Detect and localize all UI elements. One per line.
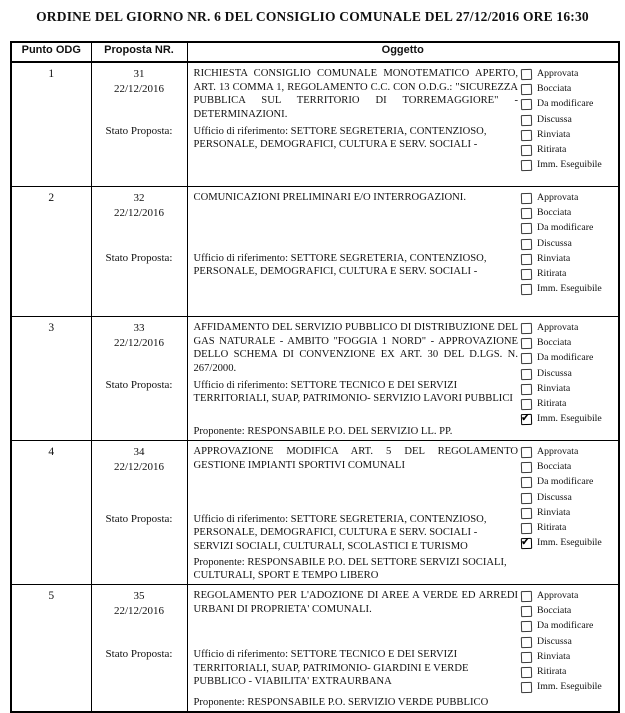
status-option bbox=[521, 238, 615, 250]
proposta-cell bbox=[91, 585, 187, 713]
status-option bbox=[521, 207, 615, 219]
checkbox-icon[interactable] bbox=[521, 160, 532, 171]
status-option bbox=[521, 129, 615, 141]
status-option-label: Discussa bbox=[537, 367, 572, 379]
checkmark-icon: ✔ bbox=[520, 411, 531, 425]
status-option-label: Imm. Eseguibile bbox=[537, 537, 602, 549]
status-option bbox=[521, 492, 615, 504]
proposta-number: 34 bbox=[133, 446, 145, 458]
page-title: ORDINE DEL GIORNO NR. 6 DEL CONSIGLIO COMUNALE DEL 27/12/2016 ORE 16:30 bbox=[36, 9, 589, 24]
status-option-label: Discussa bbox=[537, 635, 572, 647]
status-option-label: Rinviata bbox=[537, 252, 571, 264]
checkbox-icon[interactable] bbox=[521, 284, 532, 295]
col-header-proposta-nr: Proposta NR. bbox=[91, 42, 187, 62]
status-option-label: Da modificare bbox=[537, 476, 594, 488]
ufficio-riferimento-text: Ufficio di riferimento: SETTORE SEGRETERIA, CONTENZIOSO, PERSONALE, DEMOGRAFICI, CULTURA E SERV. SOCIALI - SERVIZI SOCIALI, CULTURALI, SCOLASTICI E TURISMO bbox=[193, 513, 487, 552]
checkbox-icon[interactable] bbox=[521, 606, 532, 617]
status-option-label: Rinviata bbox=[537, 128, 571, 140]
table-row bbox=[11, 317, 619, 441]
ufficio-riferimento-text: Ufficio di riferimento: SETTORE TECNICO E DEI SERVIZI TERRITORIALI, SUAP, PATRIMONIO- GIARDINI E VERDE PUBBLICO - VIABILITA' EXTRAURBANA bbox=[193, 649, 469, 688]
status-option bbox=[521, 681, 615, 693]
punto-odg-cell: 4 bbox=[11, 441, 91, 585]
status-option-label: Bocciata bbox=[537, 461, 572, 473]
status-option bbox=[521, 398, 615, 410]
status-option bbox=[521, 352, 615, 364]
punto-odg-cell: 1 bbox=[11, 62, 91, 187]
status-option bbox=[521, 620, 615, 632]
status-option-label: Rinviata bbox=[537, 650, 571, 662]
checkbox-icon[interactable] bbox=[521, 477, 532, 488]
status-option-label: Ritirata bbox=[537, 267, 567, 279]
status-option bbox=[521, 368, 615, 380]
status-option bbox=[521, 192, 615, 204]
status-option bbox=[521, 636, 615, 648]
proposta-cell bbox=[91, 317, 187, 441]
status-option bbox=[521, 83, 615, 95]
ufficio-riferimento-text: Ufficio di riferimento: SETTORE SEGRETERIA, CONTENZIOSO, PERSONALE, DEMOGRAFICI, CULTURA E SERV. SOCIALI - bbox=[193, 252, 487, 278]
status-option bbox=[521, 605, 615, 617]
proposta-number: 35 bbox=[133, 590, 145, 602]
punto-odg-cell: 3 bbox=[11, 317, 91, 441]
status-option bbox=[521, 222, 615, 234]
status-option bbox=[521, 383, 615, 395]
status-option bbox=[521, 666, 615, 678]
table-row bbox=[11, 187, 619, 317]
checkbox-icon[interactable] bbox=[521, 99, 532, 110]
status-option bbox=[521, 268, 615, 280]
checkbox-icon[interactable] bbox=[521, 508, 532, 519]
status-option bbox=[521, 144, 615, 156]
checkbox-icon[interactable] bbox=[521, 621, 532, 632]
status-option bbox=[521, 413, 615, 425]
checkmark-icon: ✔ bbox=[520, 535, 531, 549]
status-option-label: Da modificare bbox=[537, 222, 594, 234]
status-option-label: Bocciata bbox=[537, 337, 572, 349]
proposta-date: 22/12/2016 bbox=[113, 337, 165, 349]
checkbox-icon[interactable] bbox=[521, 223, 532, 234]
checkbox-icon[interactable] bbox=[520, 411, 532, 425]
oggetto-cell bbox=[187, 441, 619, 585]
checkbox-icon[interactable] bbox=[521, 447, 532, 458]
status-option-label: Bocciata bbox=[537, 605, 572, 617]
status-checkbox-list bbox=[521, 192, 615, 298]
checkbox-icon[interactable] bbox=[521, 667, 532, 678]
checkbox-icon[interactable] bbox=[521, 399, 532, 410]
status-option-label: Da modificare bbox=[537, 620, 594, 632]
status-option-label: Bocciata bbox=[537, 83, 572, 95]
checkbox-icon[interactable] bbox=[521, 145, 532, 156]
status-option bbox=[521, 476, 615, 488]
stato-proposta-label: Stato Proposta: bbox=[105, 251, 173, 264]
oggetto-cell bbox=[187, 317, 619, 441]
col-header-oggetto: Oggetto bbox=[187, 42, 619, 62]
status-option bbox=[521, 522, 615, 534]
punto-odg-cell: 2 bbox=[11, 187, 91, 317]
table-header-row bbox=[11, 42, 619, 62]
status-option-label: Imm. Eseguibile bbox=[537, 159, 602, 171]
status-option-label: Da modificare bbox=[537, 98, 594, 110]
status-option-label: Da modificare bbox=[537, 352, 594, 364]
oggetto-text: AFFIDAMENTO DEL SERVIZIO PUBBLICO DI DISTRIBUZIONE DEL GAS NATURALE - AMBITO "FOGGIA 1 NORD" - APPROVAZIONE DELLO SCHEMA DI CONVENZIONE EX ART. 30 DEL D.LGS. N. 267/2000. bbox=[193, 322, 518, 374]
status-option-label: Rinviata bbox=[537, 382, 571, 394]
status-option bbox=[521, 283, 615, 295]
status-option-label: Approvata bbox=[537, 322, 579, 333]
status-option bbox=[521, 253, 615, 265]
checkbox-icon[interactable] bbox=[521, 492, 532, 503]
proposta-date: 22/12/2016 bbox=[113, 207, 165, 219]
oggetto-text: REGOLAMENTO PER L'ADOZIONE DI AREE A VERDE ED ARREDI URBANI DI PROPRIETA' COMUNALI. bbox=[193, 590, 518, 615]
stato-proposta-label: Stato Proposta: bbox=[105, 124, 173, 137]
checkbox-icon[interactable] bbox=[521, 636, 532, 647]
proposta-date: 22/12/2016 bbox=[113, 605, 165, 617]
table-row bbox=[11, 585, 619, 713]
status-option-label: Rinviata bbox=[537, 506, 571, 518]
status-option-label: Ritirata bbox=[537, 397, 567, 409]
oggetto-text: COMUNICAZIONI PRELIMINARI E/O INTERROGAZIONI. bbox=[193, 192, 466, 203]
checkbox-icon[interactable] bbox=[521, 69, 532, 80]
status-option-label: Bocciata bbox=[537, 207, 572, 219]
status-option bbox=[521, 322, 615, 334]
status-checkbox-list bbox=[521, 446, 615, 552]
status-option-label: Discussa bbox=[537, 237, 572, 249]
checkbox-icon[interactable] bbox=[521, 338, 532, 349]
checkbox-icon[interactable] bbox=[521, 591, 532, 602]
status-checkbox-list bbox=[521, 322, 615, 428]
proponente-text: Proponente: RESPONSABILE P.O. DEL SERVIZIO LL. PP. bbox=[193, 425, 453, 437]
status-option bbox=[521, 337, 615, 349]
checkbox-icon[interactable] bbox=[521, 368, 532, 379]
proposta-date: 22/12/2016 bbox=[113, 83, 165, 95]
table-row bbox=[11, 441, 619, 585]
checkbox-icon[interactable] bbox=[521, 323, 532, 334]
oggetto-text: RICHIESTA CONSIGLIO COMUNALE MONOTEMATICO APERTO, ART. 13 COMMA 1, REGOLAMENTO C.C. CON O.D.G.: "SICUREZZA PUBBLICA SUL TERRITORIO DI TORREMAGGIORE" - DETERMINAZIONI. bbox=[193, 68, 518, 120]
status-option bbox=[521, 537, 615, 549]
status-option-label: Ritirata bbox=[537, 521, 567, 533]
checkbox-icon[interactable] bbox=[521, 254, 532, 265]
agenda-table bbox=[10, 41, 620, 713]
status-option-label: Imm. Eseguibile bbox=[537, 283, 602, 295]
status-option bbox=[521, 446, 615, 458]
checkbox-icon[interactable] bbox=[521, 114, 532, 125]
checkbox-icon[interactable] bbox=[520, 535, 532, 549]
status-option-label: Approvata bbox=[537, 590, 579, 601]
proponente-text: Proponente: RESPONSABILE P.O. SERVIZIO VERDE PUBBLICO bbox=[193, 696, 489, 708]
status-option-label: Approvata bbox=[537, 192, 579, 203]
oggetto-cell bbox=[187, 187, 619, 317]
status-option-label: Ritirata bbox=[537, 665, 567, 677]
status-option bbox=[521, 98, 615, 110]
ufficio-riferimento-text: Ufficio di riferimento: SETTORE TECNICO E DEI SERVIZI TERRITORIALI, SUAP, PATRIMONIO- SERVIZIO LAVORI PUBBLICI bbox=[193, 379, 513, 405]
status-option-label: Imm. Eseguibile bbox=[537, 413, 602, 425]
status-option-label: Imm. Eseguibile bbox=[537, 681, 602, 693]
oggetto-cell bbox=[187, 62, 619, 187]
proposta-cell bbox=[91, 62, 187, 187]
stato-proposta-label: Stato Proposta: bbox=[105, 378, 173, 391]
checkbox-icon[interactable] bbox=[521, 652, 532, 663]
col-header-punto-odg: Punto ODG bbox=[11, 42, 91, 62]
checkbox-icon[interactable] bbox=[521, 353, 532, 364]
status-option bbox=[521, 68, 615, 80]
status-option bbox=[521, 114, 615, 126]
table-row bbox=[11, 62, 619, 187]
status-option-label: Discussa bbox=[537, 491, 572, 503]
status-option-label: Discussa bbox=[537, 113, 572, 125]
punto-odg-cell: 5 bbox=[11, 585, 91, 713]
proposta-number: 32 bbox=[133, 192, 145, 204]
ufficio-riferimento-text: Ufficio di riferimento: SETTORE SEGRETERIA, CONTENZIOSO, PERSONALE, DEMOGRAFICI, CULTURA E SERV. SOCIALI - bbox=[193, 125, 487, 151]
proposta-number: 31 bbox=[133, 68, 145, 80]
stato-proposta-label: Stato Proposta: bbox=[105, 512, 173, 525]
checkbox-icon[interactable] bbox=[521, 130, 532, 141]
status-checkbox-list bbox=[521, 68, 615, 174]
proposta-cell bbox=[91, 441, 187, 585]
status-option bbox=[521, 651, 615, 663]
oggetto-cell bbox=[187, 585, 619, 713]
status-option bbox=[521, 461, 615, 473]
status-option bbox=[521, 590, 615, 602]
checkbox-icon[interactable] bbox=[521, 462, 532, 473]
checkbox-icon[interactable] bbox=[521, 269, 532, 280]
status-option bbox=[521, 159, 615, 171]
checkbox-icon[interactable] bbox=[521, 384, 532, 395]
checkbox-icon[interactable] bbox=[521, 238, 532, 249]
status-option-label: Ritirata bbox=[537, 143, 567, 155]
checkbox-icon[interactable] bbox=[521, 84, 532, 95]
proposta-number: 33 bbox=[133, 322, 145, 334]
oggetto-text: APPROVAZIONE MODIFICA ART. 5 DEL REGOLAMENTO GESTIONE IMPIANTI SPORTIVI COMUNALI bbox=[193, 446, 518, 471]
checkbox-icon[interactable] bbox=[521, 523, 532, 534]
checkbox-icon[interactable] bbox=[521, 193, 532, 204]
proposta-cell bbox=[91, 187, 187, 317]
proposta-date: 22/12/2016 bbox=[113, 461, 165, 473]
status-option-label: Approvata bbox=[537, 446, 579, 457]
status-option-label: Approvata bbox=[537, 68, 579, 79]
stato-proposta-label: Stato Proposta: bbox=[105, 648, 173, 660]
status-option bbox=[521, 507, 615, 519]
status-checkbox-list bbox=[521, 590, 615, 696]
proponente-text: Proponente: RESPONSABILE P.O. DEL SETTORE SERVIZI SOCIALI, CULTURALI, SPORT E TEMPO LIBERO bbox=[193, 556, 507, 581]
checkbox-icon[interactable] bbox=[521, 208, 532, 219]
